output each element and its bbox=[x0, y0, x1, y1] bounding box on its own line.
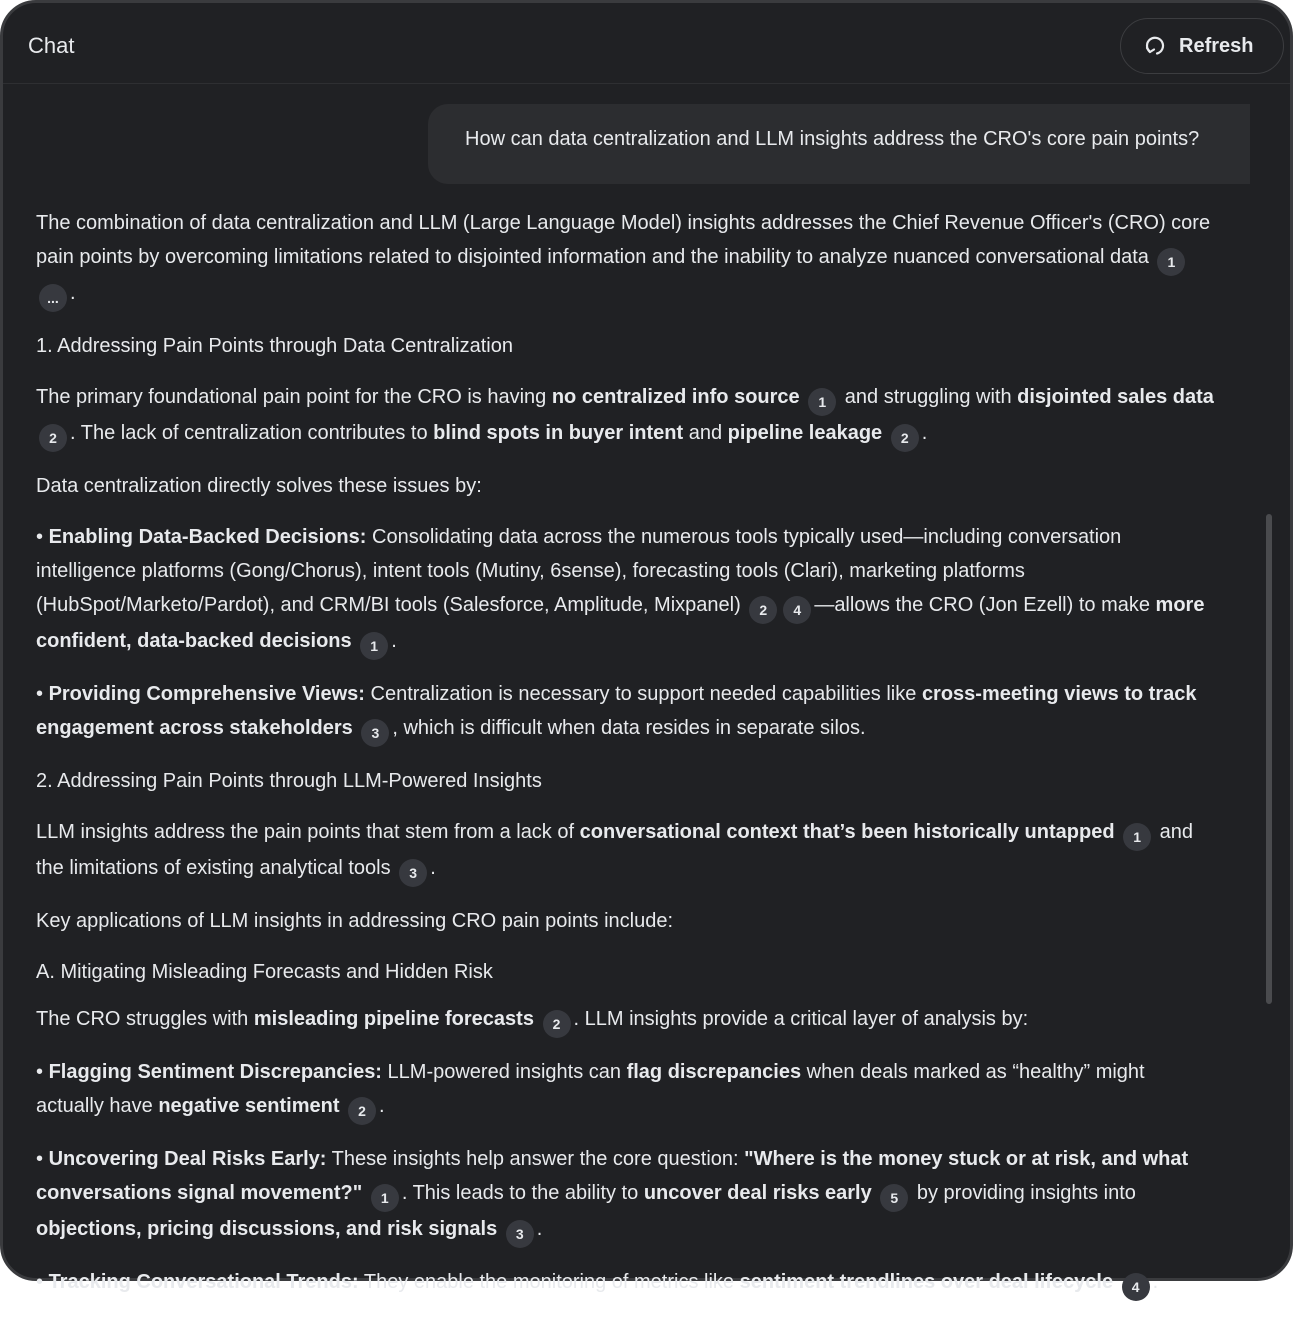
text: They enable the monitoring of metrics like bbox=[363, 1271, 735, 1293]
paragraph-solves bbox=[36, 469, 1216, 503]
bold-text: misleading pipeline forecasts bbox=[253, 1008, 534, 1030]
citation-chip[interactable]: 3 bbox=[506, 1220, 534, 1248]
text: —allows the CRO (Jon Ezell) to make bbox=[814, 594, 1150, 616]
citation-chip[interactable]: 1 bbox=[371, 1184, 399, 1212]
text: by providing insights into bbox=[916, 1182, 1136, 1204]
chat-header bbox=[3, 3, 1290, 84]
text: . LLM insights provide a critical layer of analysis by: bbox=[573, 1008, 1029, 1030]
text: and the limitations of existing analytical tools bbox=[36, 821, 1194, 879]
bullet-title: Enabling Data-Backed Decisions: bbox=[48, 526, 367, 548]
bold-text: disjointed sales data bbox=[1017, 386, 1214, 408]
bold-text: objections, pricing discussions, and risk signals bbox=[36, 1218, 498, 1240]
bold-text: conversational context that’s been historically untapped bbox=[579, 821, 1115, 843]
bullet-sentiment-discrepancies: • Flagging Sentiment Discrepancies: LLM-powered insights can flag discrepancies when deals marked as “healthy” might actually have negative sentiment 2 . bbox=[36, 1055, 1216, 1125]
bold-text: no centralized info source bbox=[551, 386, 800, 408]
text: , which is difficult when data resides in separate silos. bbox=[392, 717, 866, 739]
citation-chip[interactable]: 2 bbox=[543, 1010, 571, 1038]
bold-text: uncover deal risks early bbox=[643, 1182, 872, 1204]
citation-chip[interactable]: 2 bbox=[39, 424, 67, 452]
citation-chip[interactable]: 2 bbox=[348, 1097, 376, 1125]
citation-chip[interactable]: 1 bbox=[1123, 823, 1151, 851]
section-heading-1 bbox=[36, 329, 1216, 363]
paragraph-key-applications bbox=[36, 904, 1216, 938]
paragraph-forecasts bbox=[36, 1002, 1216, 1038]
bold-text: flag discrepancies bbox=[626, 1061, 802, 1083]
citation-chip[interactable]: 3 bbox=[399, 859, 427, 887]
text: LLM-powered insights can bbox=[387, 1061, 622, 1083]
bold-text: pipeline leakage bbox=[727, 422, 883, 444]
user-message-text: How can data centralization and LLM insights address the CRO's core pain points? bbox=[465, 128, 1200, 150]
section-heading-3 bbox=[36, 955, 1216, 989]
citation-more-chip[interactable]: ... bbox=[39, 284, 67, 312]
refresh-button[interactable] bbox=[1120, 18, 1284, 74]
heading-text: 2. Addressing Pain Points through LLM-Powered Insights bbox=[36, 770, 542, 792]
citation-chip[interactable]: 5 bbox=[880, 1184, 908, 1212]
bullet-title: Uncovering Deal Risks Early: bbox=[48, 1148, 327, 1170]
bullet-title: Tracking Conversational Trends: bbox=[48, 1271, 359, 1293]
citation-chip[interactable]: 2 bbox=[891, 424, 919, 452]
citation-chip[interactable]: 2 bbox=[749, 596, 777, 624]
paragraph-pain-points: The primary foundational pain point for the CRO is having no centralized info source 1 and struggling with disjointed sales data 2 . The lack of centralization contributes to blind spots in buyer intent and pipeline leakage 2 . bbox=[36, 380, 1216, 452]
citation-chip[interactable]: 4 bbox=[1122, 1273, 1150, 1301]
bold-text: sentiment trendlines over deal lifecycle bbox=[739, 1271, 1114, 1293]
chat-scroll-area[interactable] bbox=[3, 84, 1290, 1295]
section-heading-2 bbox=[36, 764, 1216, 798]
chat-title: Chat bbox=[28, 33, 75, 58]
bold-text: negative sentiment bbox=[158, 1095, 340, 1117]
answer-intro: The combination of data centralization and LLM (Large Language Model) insights addresses the Chief Revenue Officer's (CRO) core pain points by overcoming limitations related to disjointed information and the inability to analyze nuanced conversational data 1... . bbox=[36, 206, 1216, 312]
bold-text: more confident, data-backed decisions bbox=[36, 594, 1205, 652]
text: The CRO struggles with bbox=[36, 1008, 249, 1030]
text: Centralization is necessary to support needed capabilities like bbox=[370, 683, 917, 705]
refresh-label: Refresh bbox=[1179, 34, 1254, 57]
bullet-deal-risks: • Uncovering Deal Risks Early: These insights help answer the core question: "Where is the money stuck or at risk, and what conversations signal movement?" 1 . This leads to the ability to uncover deal risks early 5 by providing insights into objections, pricing discussions, and risk signals 3 . bbox=[36, 1142, 1216, 1248]
text: Data centralization directly solves these issues by: bbox=[36, 475, 482, 497]
user-message-bubble bbox=[428, 104, 1250, 184]
bullet-conversational-trends: • Tracking Conversational Trends: They enable the monitoring of metrics like sentiment trendlines over deal lifecycle 4 . bbox=[36, 1265, 1216, 1301]
citation-chip[interactable]: 3 bbox=[361, 719, 389, 747]
text: and bbox=[688, 422, 723, 444]
text: and struggling with bbox=[844, 386, 1012, 408]
scrollbar-thumb[interactable] bbox=[1266, 514, 1272, 1004]
heading-text: A. Mitigating Misleading Forecasts and Hidden Risk bbox=[36, 961, 493, 983]
text: when deals marked as “healthy” might actually have bbox=[36, 1061, 1145, 1117]
citation-chip[interactable]: 4 bbox=[783, 596, 811, 624]
refresh-icon bbox=[1143, 34, 1167, 58]
citation-chip[interactable]: 1 bbox=[808, 388, 836, 416]
text: . The lack of centralization contributes to bbox=[70, 422, 428, 444]
assistant-answer bbox=[36, 206, 1216, 1318]
text: Key applications of LLM insights in addressing CRO pain points include: bbox=[36, 910, 674, 932]
bold-text: blind spots in buyer intent bbox=[433, 422, 684, 444]
text: The primary foundational pain point for the CRO is having bbox=[36, 386, 547, 408]
bold-text: cross-meeting views to track engagement across stakeholders bbox=[36, 683, 1197, 739]
text: These insights help answer the core question: bbox=[331, 1148, 739, 1170]
bullet-data-backed: • Enabling Data-Backed Decisions: Consolidating data across the numerous tools typically used—including conversation intelligence platforms (Gong/Chorus), intent tools (Mutiny, 6sense), forecasting tools (Clari), marketing platforms (HubSpot/Marketo/Pardot), and CRM/BI tools (Salesforce, Amplitude, Mixpanel) 2 4 —allows the CRO (Jon Ezell) to make more confident, data-backed decisions 1 . bbox=[36, 520, 1216, 660]
heading-text: 1. Addressing Pain Points through Data Centralization bbox=[36, 335, 513, 357]
citation-chip[interactable]: 1 bbox=[1157, 248, 1185, 276]
bullet-title: Providing Comprehensive Views: bbox=[48, 683, 365, 705]
text: . This leads to the ability to bbox=[401, 1182, 639, 1204]
paragraph-llm-insights: LLM insights address the pain points that stem from a lack of conversational context that’s been historically untapped 1 and the limitations of existing analytical tools 3 . bbox=[36, 815, 1216, 887]
bold-text: "Where is the money stuck or at risk, and what conversations signal movement?" bbox=[36, 1148, 1189, 1204]
citation-chip[interactable]: 1 bbox=[360, 632, 388, 660]
text: LLM insights address the pain points that stem from a lack of bbox=[36, 821, 575, 843]
bullet-title: Flagging Sentiment Discrepancies: bbox=[48, 1061, 382, 1083]
intro-text: The combination of data centralization and LLM (Large Language Model) insights addresses the Chief Revenue Officer's (CRO) core pain points by overcoming limitations related to disjointed information and the inability to analyze nuanced conversational data bbox=[36, 212, 1211, 268]
bullet-comprehensive-views: • Providing Comprehensive Views: Centralization is necessary to support needed capabilities like cross-meeting views to track engagement across stakeholders 3 , which is difficult when data resides in separate silos. bbox=[36, 677, 1216, 747]
text: Consolidating data across the numerous tools typically used—including conversation intelligence platforms (Gong/Chorus), intent tools (Mutiny, 6sense), forecasting tools (Clari), marketing platforms (HubSpot/Marketo/Pardot), and CRM/BI tools (Salesforce, Amplitude, Mixpanel) bbox=[36, 526, 1122, 616]
